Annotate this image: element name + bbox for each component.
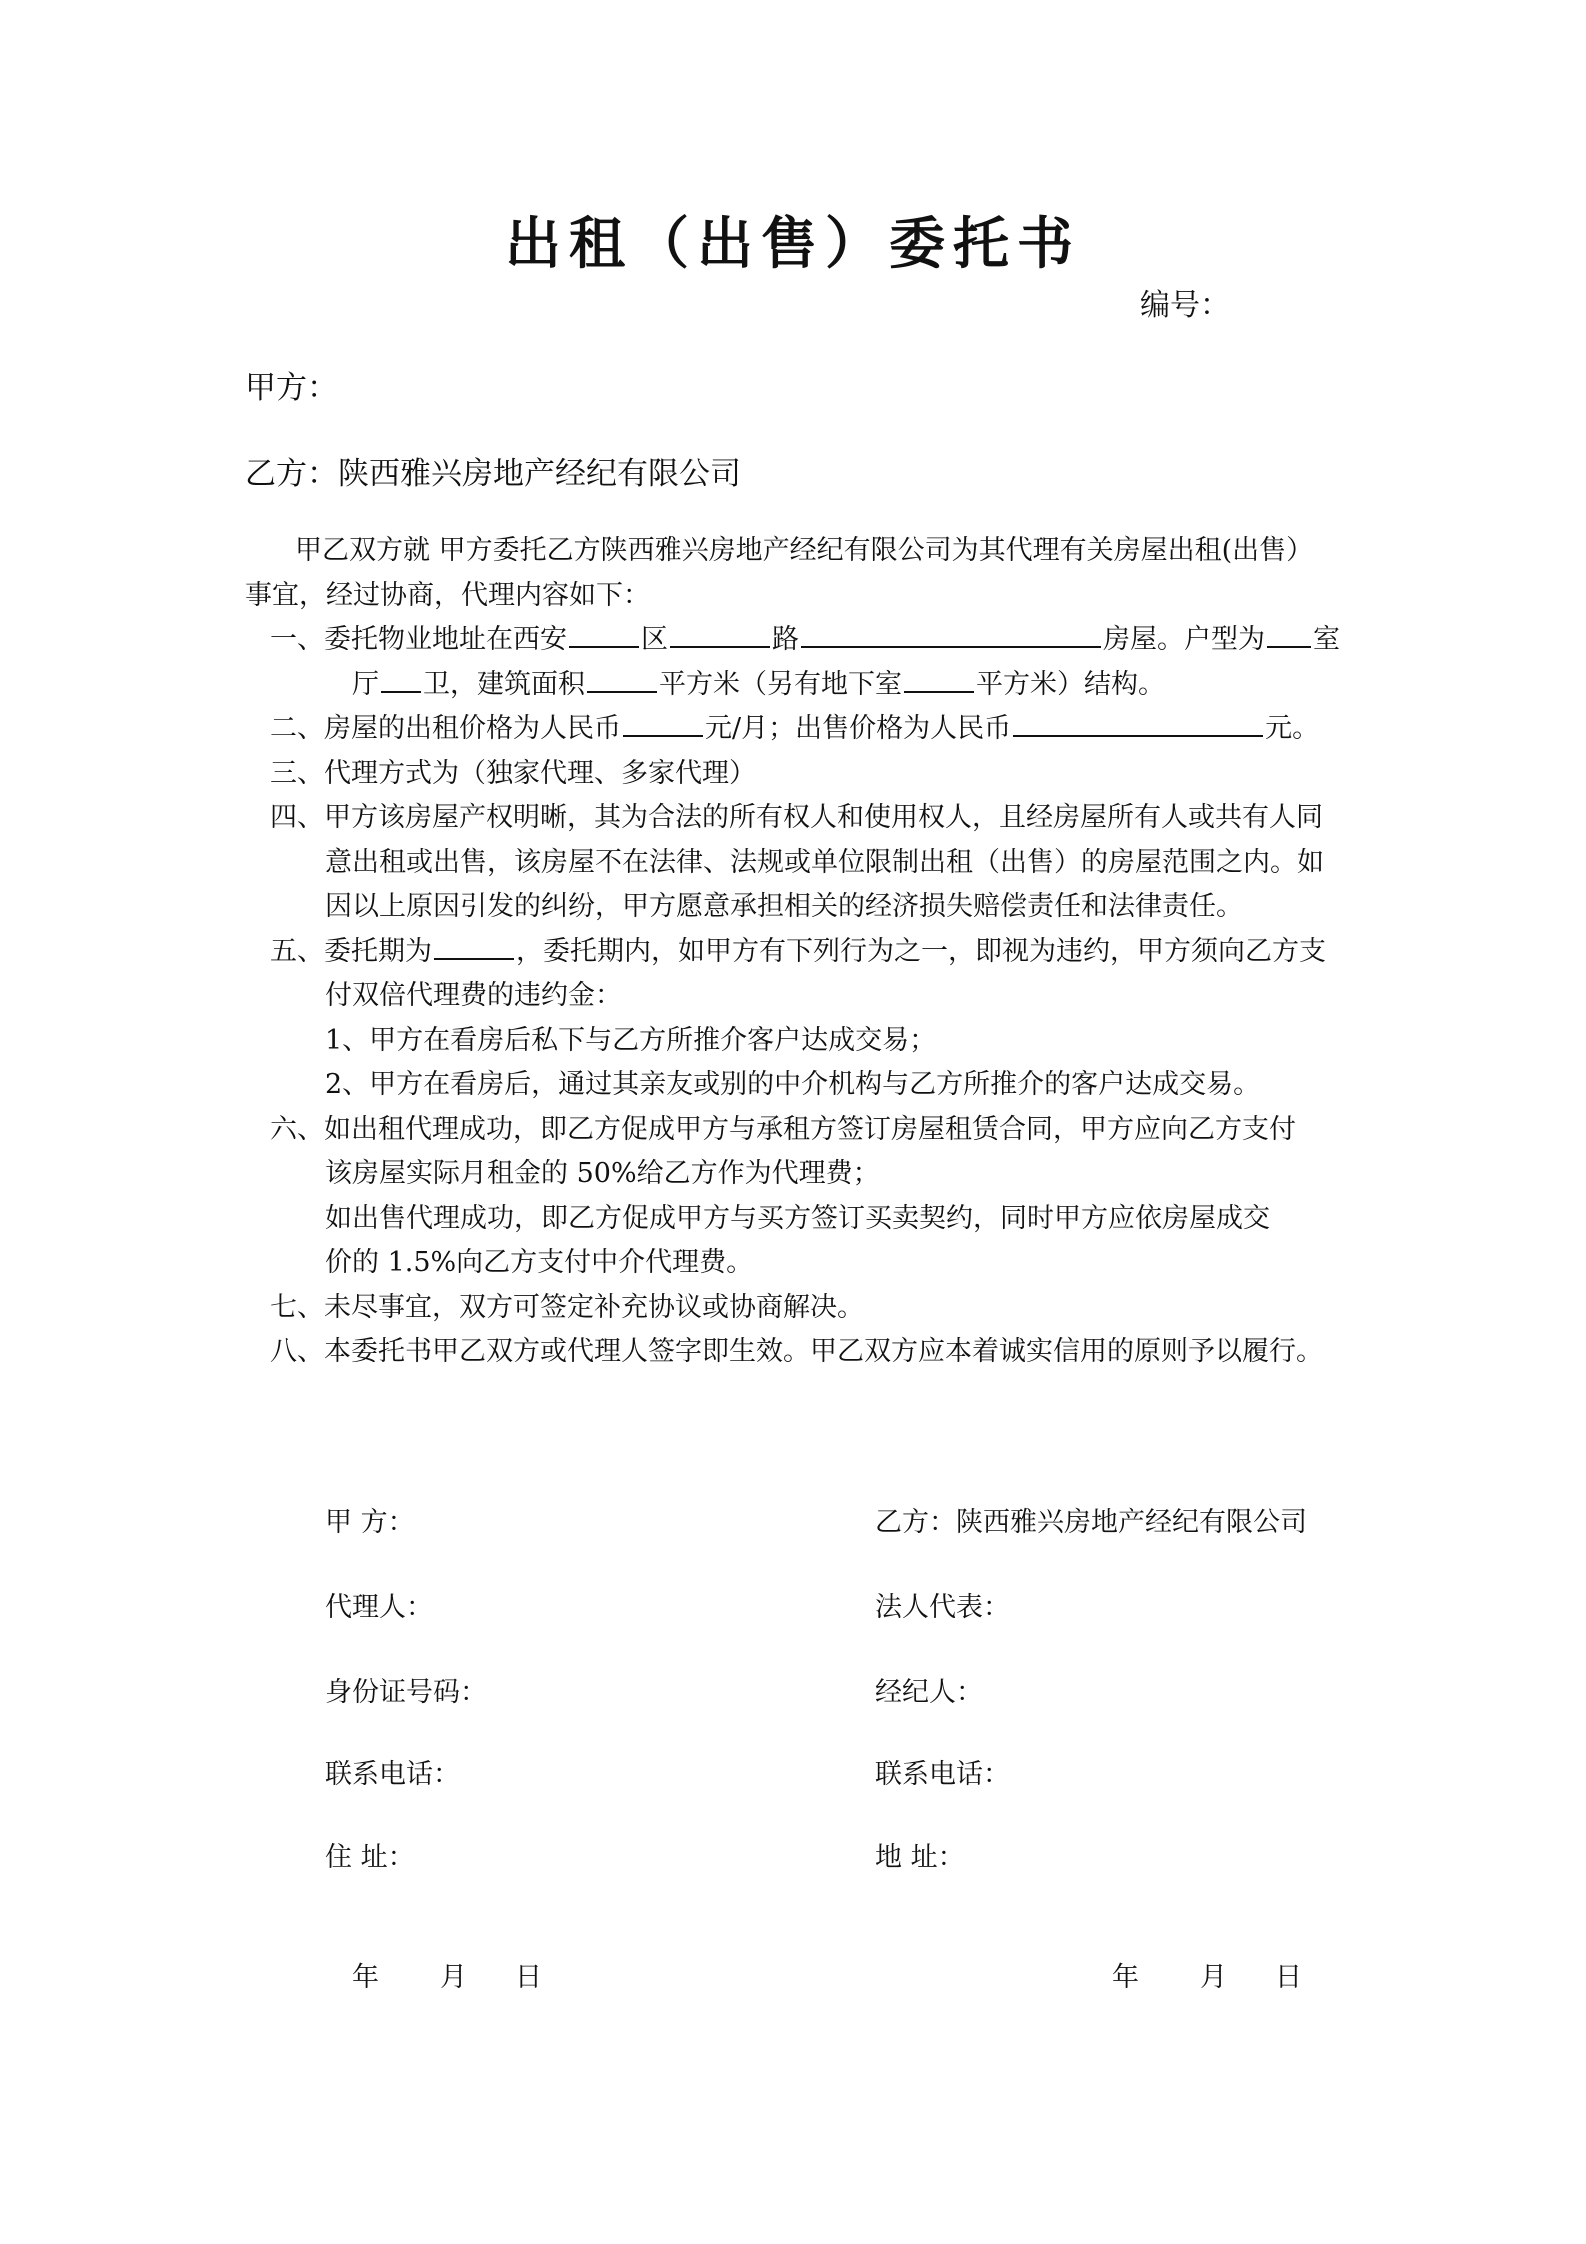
sign-agent: 代理人： bbox=[325, 1592, 433, 1623]
clause-2-text-c: 元。 bbox=[1265, 713, 1320, 744]
date-left-day: 日 bbox=[515, 1962, 542, 1993]
clause-5-item-2: 2、甲方在看房后，通过其亲友或别的中介机构与乙方所推介的客户达成交易。 bbox=[325, 1069, 1261, 1100]
clause-6-line-1: 六、如出租代理成功，即乙方促成甲方与承租方签订房屋租赁合同，甲方应向乙方支付 bbox=[270, 1114, 1296, 1145]
clause-1-line-2 bbox=[352, 662, 1165, 708]
party-b-label: 乙方：陕西雅兴房地产经纪有限公司 bbox=[245, 456, 741, 492]
clause-5-item-1: 1、甲方在看房后私下与乙方所推介客户达成交易； bbox=[325, 1025, 937, 1056]
clause-4-line-3: 因以上原因引发的纠纷，甲方愿意承担相关的经济损失赔偿责任和法律责任。 bbox=[325, 891, 1243, 922]
intro-line-2: 事宜，经过协商，代理内容如下： bbox=[245, 580, 650, 611]
sign-address-a: 住 址： bbox=[325, 1842, 415, 1873]
term-blank bbox=[434, 930, 514, 960]
sale-price-blank bbox=[1013, 707, 1263, 737]
clause-1-text-d: 房屋。户型为 bbox=[1103, 624, 1265, 655]
clause-7: 七、未尽事宜，双方可签定补充协议或协商解决。 bbox=[270, 1292, 864, 1323]
date-right bbox=[1112, 1955, 1302, 1994]
document-number-label: 编号： bbox=[1140, 288, 1230, 323]
clause-1-text-h: 平方米（另有地下室 bbox=[659, 669, 902, 700]
area-blank bbox=[587, 663, 657, 693]
sign-broker: 经纪人： bbox=[875, 1677, 983, 1708]
clause-1-text-f: 厅 bbox=[352, 669, 379, 700]
date-left-month: 月 bbox=[440, 1962, 467, 1993]
sign-legal-rep: 法人代表： bbox=[875, 1592, 1010, 1623]
clause-5-line-2: 付双倍代理费的违约金： bbox=[325, 980, 622, 1011]
clause-5-text-a: 五、委托期为 bbox=[270, 936, 432, 967]
rent-price-blank bbox=[623, 707, 703, 737]
address-blank bbox=[801, 618, 1101, 648]
clause-6-line-4: 价的 1.5%向乙方支付中介代理费。 bbox=[325, 1247, 754, 1278]
sign-party-b: 乙方：陕西雅兴房地产经纪有限公司 bbox=[875, 1507, 1307, 1538]
clause-5-line-1 bbox=[270, 929, 1326, 975]
clause-1-text-a: 一、委托物业地址在西安 bbox=[270, 624, 567, 655]
clause-4-line-2: 意出租或出售，该房屋不在法律、法规或单位限制出租（出售）的房屋范围之内。如 bbox=[325, 847, 1324, 878]
basement-area-blank bbox=[904, 663, 974, 693]
district-blank bbox=[569, 618, 639, 648]
clause-4-line-1: 四、甲方该房屋产权明晰，其为合法的所有权人和使用权人，且经房屋所有人或共有人同 bbox=[270, 802, 1323, 833]
sign-address-b: 地 址： bbox=[875, 1842, 965, 1873]
clause-2-text-b: 元/月；出售价格为人民币 bbox=[705, 713, 1012, 744]
date-right-month: 月 bbox=[1200, 1962, 1227, 1993]
clause-1-text-b: 区 bbox=[641, 624, 668, 655]
clause-2-text-a: 二、房屋的出租价格为人民币 bbox=[270, 713, 621, 744]
clause-1-line-1 bbox=[270, 617, 1340, 663]
clause-6-line-2: 该房屋实际月租金的 50%给乙方作为代理费； bbox=[325, 1158, 880, 1189]
sign-id-number: 身份证号码： bbox=[325, 1677, 487, 1708]
rooms-blank bbox=[1267, 618, 1311, 648]
date-right-day: 日 bbox=[1275, 1962, 1302, 1993]
party-a-label: 甲方： bbox=[245, 370, 338, 406]
clause-1-text-g: 卫，建筑面积 bbox=[423, 669, 585, 700]
clause-1-text-i: 平方米）结构。 bbox=[976, 669, 1165, 700]
sign-phone-b: 联系电话： bbox=[875, 1759, 1010, 1790]
clause-5-text-b: ，委托期内，如甲方有下列行为之一，即视为违约，甲方须向乙方支 bbox=[516, 936, 1326, 967]
sign-phone-a: 联系电话： bbox=[325, 1759, 460, 1790]
clause-1-text-e: 室 bbox=[1313, 624, 1340, 655]
date-left-year: 年 bbox=[352, 1962, 379, 1993]
clause-8: 八、本委托书甲乙双方或代理人签字即生效。甲乙双方应本着诚实信用的原则予以履行。 bbox=[270, 1336, 1323, 1367]
intro-line-1: 甲乙双方就 甲方委托乙方陕西雅兴房地产经纪有限公司为其代理有关房屋出租(出售） bbox=[295, 535, 1314, 566]
date-right-year: 年 bbox=[1112, 1962, 1139, 1993]
clause-3: 三、代理方式为（独家代理、多家代理） bbox=[270, 758, 756, 789]
bathrooms-blank bbox=[381, 663, 421, 693]
clause-2 bbox=[270, 706, 1319, 752]
date-left bbox=[352, 1955, 542, 1994]
road-blank bbox=[670, 618, 770, 648]
clause-6-line-3: 如出售代理成功，即乙方促成甲方与买方签订买卖契约，同时甲方应依房屋成交 bbox=[325, 1203, 1270, 1234]
document-title: 出租（出售）委托书 bbox=[505, 211, 1081, 277]
clause-1-text-c: 路 bbox=[772, 624, 799, 655]
sign-party-a: 甲 方： bbox=[325, 1507, 415, 1538]
